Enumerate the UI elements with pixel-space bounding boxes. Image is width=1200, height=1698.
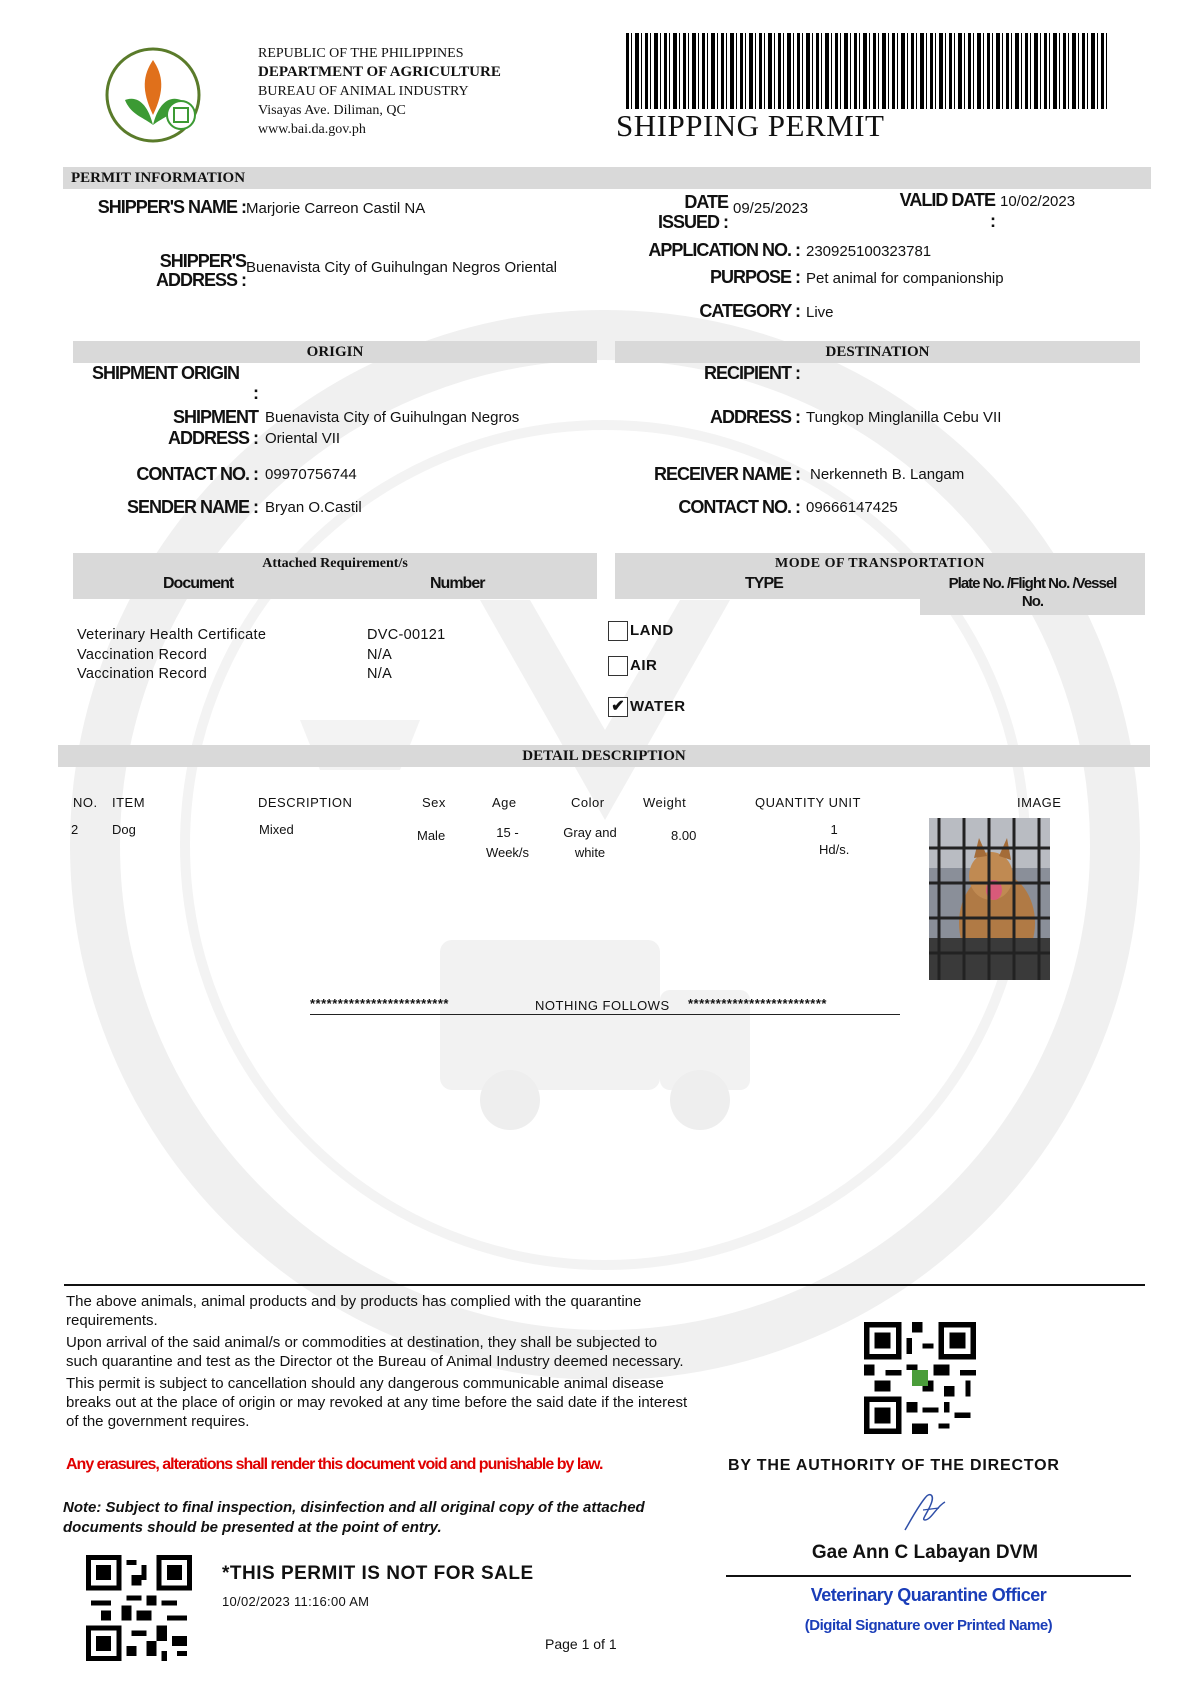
sender-name-value: Bryan O.Castil: [265, 499, 362, 516]
print-timestamp: 10/02/2023 11:16:00 AM: [222, 1594, 370, 1609]
shipment-origin-colon: :: [253, 383, 258, 403]
permit-information-header: PERMIT INFORMATION: [63, 167, 1151, 189]
row-description: Mixed: [259, 822, 294, 837]
date-issued-value: 09/25/2023: [733, 200, 809, 217]
authority-statement: BY THE AUTHORITY OF THE DIRECTOR: [728, 1457, 1060, 1474]
requirements-title: Attached Requirement/s: [262, 556, 408, 571]
recipient-label: RECIPIENT :: [703, 363, 800, 383]
sender-name-label: SENDER NAME :: [126, 497, 258, 517]
application-no-label: APPLICATION NO. :: [648, 240, 800, 260]
date-issued-label-line2: ISSUED :: [657, 212, 728, 232]
officer-name: Gae Ann C Labayan DVM: [811, 1542, 1039, 1563]
shipment-address-label-line2: ADDRESS :: [167, 428, 258, 448]
row-color-line2: white: [574, 845, 606, 860]
destination-address-label: ADDRESS :: [709, 407, 800, 427]
stars-left: *************************: [310, 996, 449, 1011]
category-label: CATEGORY :: [699, 301, 800, 321]
land-checkbox[interactable]: [608, 621, 628, 641]
shipper-address-label-line1: SHIPPER'S: [159, 251, 246, 271]
nothing-follows-line: [310, 996, 900, 1015]
category-value: Live: [806, 304, 834, 321]
purpose-label: PURPOSE :: [709, 267, 800, 287]
row-no: 2: [71, 822, 79, 837]
air-label: AIR: [630, 657, 658, 674]
signature-note: (Digital Signature over Printed Name): [804, 1617, 1053, 1634]
transport-title: MODE OF TRANSPORTATION: [775, 556, 985, 571]
verification-qr-code: [864, 1322, 976, 1434]
land-label: LAND: [630, 622, 674, 639]
signature-line: [726, 1575, 1131, 1577]
bureau-text: BUREAU OF ANIMAL INDUSTRY: [258, 84, 469, 99]
website-link[interactable]: www.bai.da.gov.ph: [258, 122, 366, 137]
requirements-col-document: Document: [163, 575, 234, 592]
shipment-address-value-line1: Buenavista City of Guihulngan Negros: [265, 409, 520, 426]
not-for-sale-notice: *THIS PERMIT IS NOT FOR SALE: [222, 1563, 534, 1584]
requirements-header: [73, 553, 597, 599]
requirement-number: N/A: [367, 666, 393, 682]
requirement-row: [77, 646, 477, 666]
shipment-origin-label: SHIPMENT ORIGIN: [92, 363, 240, 383]
shipment-address-label-line1: SHIPMENT: [172, 407, 258, 427]
row-color-line1: Gray and: [563, 825, 617, 840]
cancellation-statement: This permit is subject to cancellation should any dangerous communicable animal disease breaks out at the place of origin or may revoked at any time before the said date if the interest of the government requires.: [66, 1375, 688, 1430]
col-description: DESCRIPTION: [258, 795, 353, 810]
requirements-col-number: Number: [430, 575, 485, 592]
water-checkbox[interactable]: ✔: [608, 697, 628, 717]
destination-contact-label: CONTACT NO. :: [678, 497, 800, 517]
final-inspection-note: Note: Subject to final inspection, disinfection and all original copy of the attached documents should be presented at the point of entry.: [63, 1499, 645, 1536]
col-image: IMAGE: [1017, 795, 1062, 810]
col-weight: Weight: [643, 795, 687, 810]
erasures-warning: Any erasures, alterations shall render this document void and punishable by law.: [66, 1456, 603, 1473]
air-checkbox[interactable]: [608, 656, 628, 676]
shipper-name-value: Marjorie Carreon Castil NA: [246, 200, 426, 217]
destination-address-value: Tungkop Minglanilla Cebu VII: [806, 409, 1002, 426]
requirement-row: [77, 626, 477, 646]
stars-right: *************************: [688, 996, 827, 1011]
application-no-value: 230925100323781: [806, 243, 932, 260]
requirement-document: Vaccination Record: [77, 666, 208, 682]
requirement-row: [77, 665, 477, 685]
col-sex: Sex: [422, 795, 446, 810]
origin-contact-value: 09970756744: [265, 466, 357, 483]
row-age-line2: Week/s: [485, 845, 530, 860]
bureau-address: Visayas Ave. Diliman, QC: [258, 103, 406, 118]
shipper-name-label: SHIPPER'S NAME :: [97, 197, 246, 217]
valid-date-value: 10/02/2023: [1000, 193, 1076, 210]
officer-title: Veterinary Quarantine Officer: [810, 1585, 1047, 1605]
transport-col-plate: [920, 575, 1145, 615]
shipment-address-value-line2: Oriental VII: [265, 430, 341, 447]
destination-contact-value: 09666147425: [806, 499, 898, 516]
permit-barcode: [626, 33, 1110, 109]
receiver-name-value: Nerkenneth B. Langam: [810, 466, 965, 483]
footer-divider: [64, 1284, 1145, 1286]
purpose-value: Pet animal for companionship: [806, 270, 1004, 287]
destination-header: DESTINATION: [615, 341, 1140, 363]
shipper-address-value: Buenavista City of Guihulngan Negros Oriental: [246, 259, 558, 276]
date-issued-label-line1: DATE: [684, 192, 728, 212]
valid-date-label: VALID DATE: [899, 190, 995, 210]
requirement-number: N/A: [367, 646, 393, 663]
row-weight: 8.00: [671, 828, 697, 843]
compliance-statement: The above animals, animal products and by products has complied with the quarantine requirements.: [66, 1293, 642, 1329]
col-item: ITEM: [112, 795, 146, 810]
col-age: Age: [492, 795, 517, 810]
col-quantity-unit: QUANTITY UNIT: [755, 795, 861, 810]
row-sex: Male: [417, 828, 446, 843]
requirements-list: [77, 626, 477, 685]
transport-col-plate-line1: Plate No. /Flight No. /Vessel: [948, 575, 1117, 592]
page-number: Page 1 of 1: [545, 1636, 617, 1652]
department-text: DEPARTMENT OF AGRICULTURE: [258, 64, 501, 80]
receiver-name-label: RECEIVER NAME :: [653, 464, 800, 484]
nothing-follows-text: NOTHING FOLLOWS: [535, 998, 670, 1013]
requirement-document: Veterinary Health Certificate: [77, 627, 267, 643]
row-quantity: 1 Hd/s.: [819, 822, 850, 857]
department-of-agriculture-logo: [103, 45, 203, 145]
col-no: NO.: [73, 795, 98, 810]
origin-contact-label: CONTACT NO. :: [136, 464, 258, 484]
row-item: Dog: [112, 822, 136, 837]
arrival-statement: Upon arrival of the said animal/s or commodities at destination, they shall be subjected to such quarantine and test as the Director ot the Bureau of Animal Industry deemed necessary.: [66, 1334, 684, 1370]
requirement-number: DVC-00121: [367, 627, 446, 643]
shipper-address-label-line2: ADDRESS :: [155, 270, 246, 290]
republic-text: REPUBLIC OF THE PHILIPPINES: [258, 46, 464, 61]
terms-text: [66, 1292, 691, 1431]
permit-qr-code: [86, 1555, 192, 1661]
officer-signature: [895, 1486, 955, 1536]
row-age-line1: 15 -: [496, 825, 519, 840]
valid-date-colon: :: [990, 211, 995, 231]
document-title: SHIPPING PERMIT: [616, 108, 885, 143]
requirement-document: Vaccination Record: [77, 646, 208, 663]
water-label: WATER: [630, 698, 686, 715]
animal-photo[interactable]: [929, 818, 1050, 980]
col-color: Color: [571, 795, 605, 810]
detail-description-header: DETAIL DESCRIPTION: [58, 745, 1150, 767]
transport-col-type: TYPE: [745, 575, 783, 592]
transport-col-plate-line2: No.: [1021, 593, 1044, 610]
origin-header: ORIGIN: [73, 341, 597, 363]
